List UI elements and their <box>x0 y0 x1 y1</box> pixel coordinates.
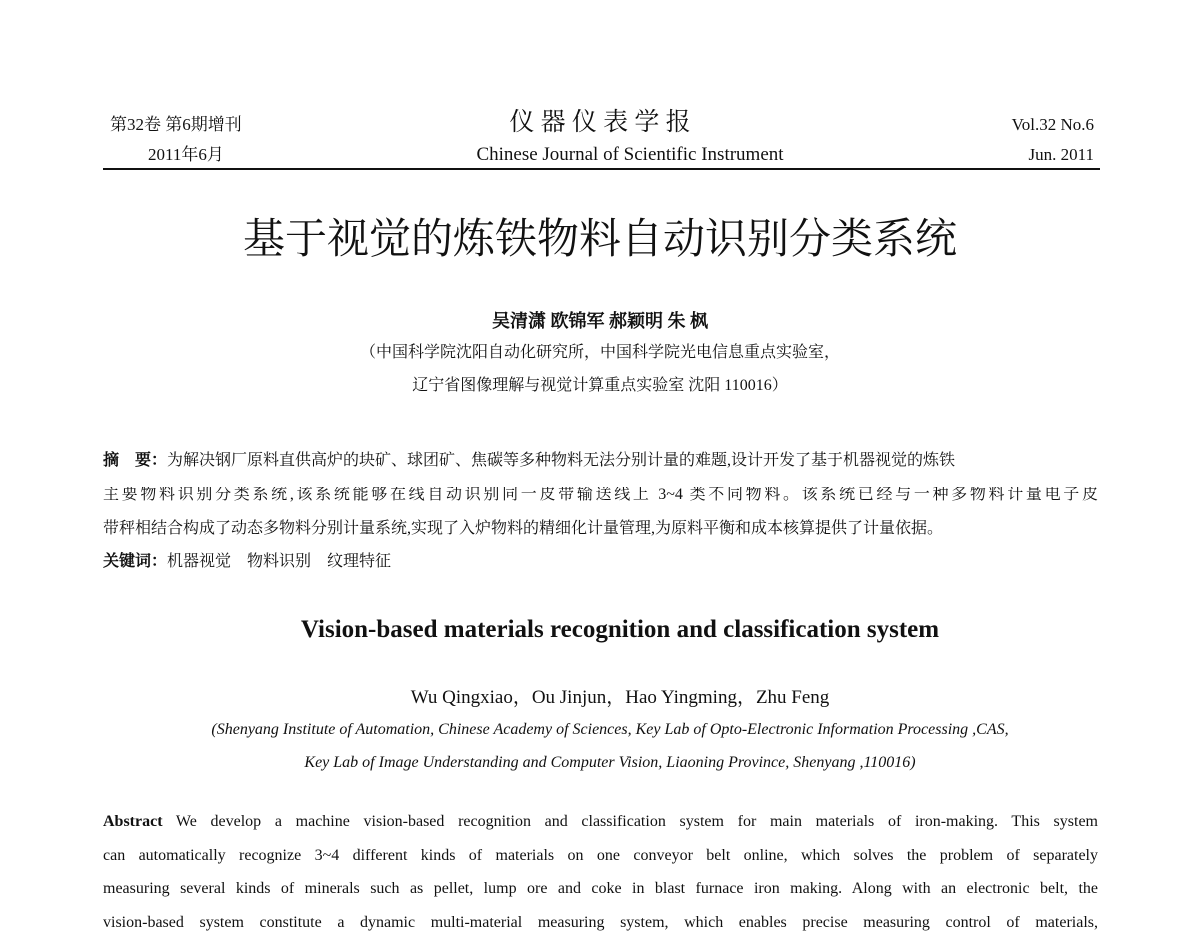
header-rule <box>103 168 1100 170</box>
abstract-en-line <box>103 814 1098 834</box>
volume-en: Vol.32 No.6 <box>1011 115 1094 134</box>
paper-title-en: Vision-based materials recognition and classification system <box>300 616 940 643</box>
abstract-en-line: vision-based system constitute a dynamic multi-material measuring system, which enables precise measuring control of materials, <box>103 915 1098 931</box>
abstract-cn-line: 带秤相结合构成了动态多物料分别计量系统,实现了入炉物料的精细化计量管理,为原料平衡和成本核算提供了计量依据。 <box>103 520 944 537</box>
journal-name-en: Chinese Journal of Scientific Instrument <box>476 144 784 165</box>
authors-cn: 吴清潇 欧锦军 郝颖明 朱 枫 <box>492 311 708 331</box>
abstract-cn-text: 为解决钢厂原料直供高炉的块矿、球团矿、焦碳等多种物料无法分别计量的难题,设计开发了基于机器视觉的炼铁 <box>167 452 956 469</box>
date-cn: 2011年6月 <box>148 145 224 164</box>
abstract-cn-line: 主要物料识别分类系统,该系统能够在线自动识别同一皮带输送线上 3~4 类不同物料。该系统已经与一种多物料计量电子皮 <box>103 487 1098 503</box>
abstract-en-label: Abstract <box>103 814 163 830</box>
abstract-en-line: can automatically recognize 3~4 different kinds of materials on one conveyor belt online, which solves the problem of separately <box>103 848 1098 864</box>
keywords-cn-text: 机器视觉 物料识别 纹理特征 <box>167 553 392 570</box>
paper-title-cn: 基于视觉的炼铁物料自动识别分类系统 <box>242 214 957 263</box>
journal-name-cn: 仪 器 仪 表 学 报 <box>509 109 691 136</box>
date-en: Jun. 2011 <box>1028 145 1094 164</box>
affiliation-cn-line: 辽宁省图像理解与视觉计算重点实验室 沈阳 110016） <box>412 377 788 394</box>
affiliation-cn-line: （中国科学院沈阳自动化研究所，中国科学院光电信息重点实验室， <box>359 344 840 361</box>
abstract-en-line: measuring several kinds of minerals such as pellet, lump ore and coke in blast furnace iron making. Along with an electronic belt, the <box>103 881 1098 897</box>
volume-issue: 第32卷 第6期增刊 <box>110 115 242 134</box>
abstract-cn-label: 摘 要： <box>103 452 168 469</box>
abstract-cn-line <box>103 453 1098 469</box>
authors-en: Wu Qingxiao，Ou Jinjun，Hao Yingming，Zhu Feng <box>410 687 830 708</box>
affiliation-en-line: (Shenyang Institute of Automation, Chinese Academy of Sciences, Key Lab of Opto-Electronic Information Processing ,CAS, <box>211 721 1009 738</box>
keywords-cn <box>103 554 391 570</box>
abstract-en-text: We develop a machine vision-based recognition and classification system for main materials of iron-making. This system <box>162 814 1098 830</box>
keywords-cn-label: 关键词： <box>103 553 168 570</box>
affiliation-en-line: Key Lab of Image Understanding and Computer Vision, Liaoning Province, Shenyang ,110016) <box>304 754 916 771</box>
